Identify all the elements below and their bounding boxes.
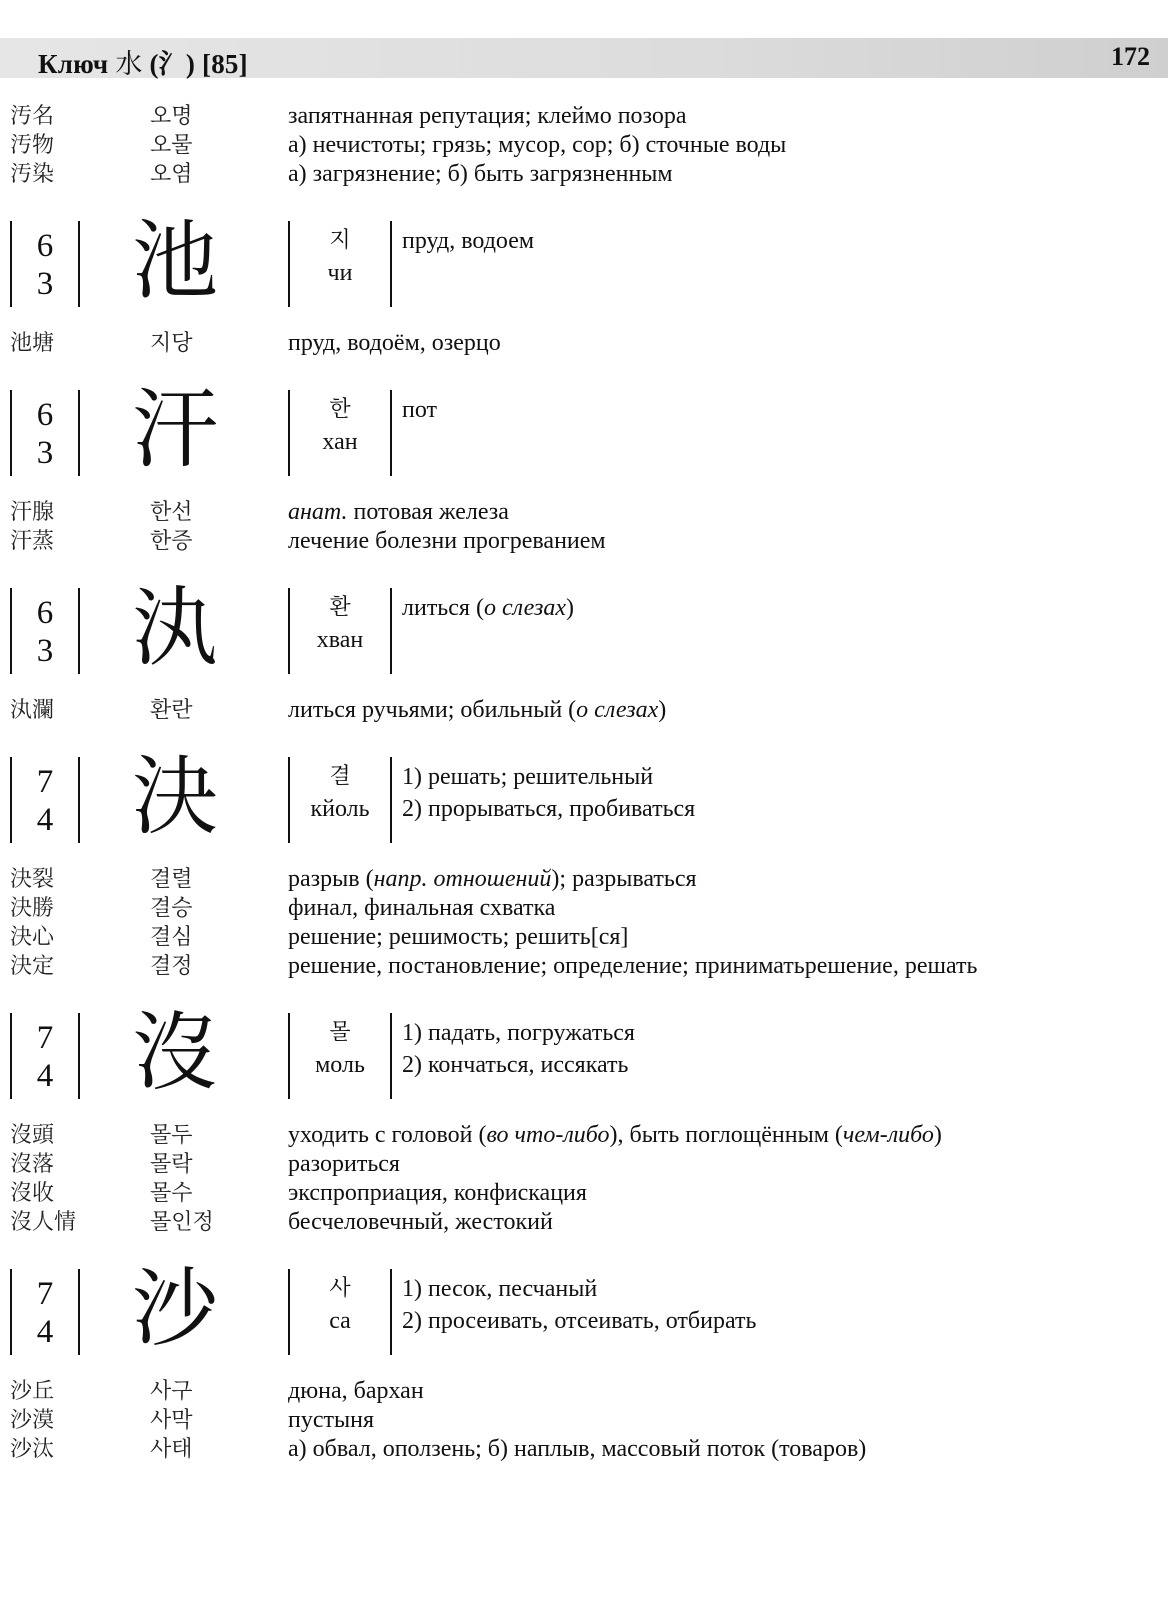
translation-text: потовая железа	[347, 499, 509, 525]
title-prefix: Ключ	[38, 49, 109, 79]
translation-text: финал, финальная схватка	[288, 895, 556, 921]
dictionary-content	[0, 102, 1168, 1464]
stroke-counts	[28, 1275, 62, 1351]
stroke-extra: 4	[36, 1314, 54, 1350]
meaning-text-end: )	[566, 595, 575, 621]
entry-divider	[78, 1269, 80, 1355]
example-translation	[288, 160, 673, 189]
translation-text: пустыня	[288, 1407, 374, 1433]
meaning-line-2: 2) прорываться, пробиваться	[402, 796, 696, 822]
translation-text: а) загрязнение; б) быть загрязненным	[288, 161, 673, 187]
translation-italic: во что-либо	[486, 1122, 610, 1148]
example-row	[0, 1150, 1168, 1179]
entry-divider	[78, 1013, 80, 1099]
stroke-total: 6	[36, 595, 54, 631]
example-translation	[288, 1435, 866, 1464]
example-row	[0, 865, 1168, 894]
character-entry	[0, 211, 1168, 321]
headword-character: 沒	[132, 1003, 218, 1103]
example-hangul: 결정	[150, 954, 193, 979]
entry-divider	[10, 1013, 12, 1099]
translation-text: экспроприация, конфискация	[288, 1180, 587, 1206]
example-translation	[288, 1377, 424, 1406]
example-translation	[288, 865, 697, 894]
reading-block	[292, 761, 388, 825]
translation-italic: напр. отношений	[373, 866, 552, 892]
example-row	[0, 696, 1168, 725]
example-row	[0, 527, 1168, 556]
example-hangul: 오물	[150, 133, 193, 158]
entry-divider	[78, 588, 80, 674]
reading-block	[292, 225, 388, 289]
example-row	[0, 1435, 1168, 1464]
example-row	[0, 1179, 1168, 1208]
example-hanja: 沙汰	[10, 1437, 55, 1462]
stroke-counts	[28, 396, 62, 472]
stroke-total: 7	[36, 1276, 54, 1312]
translation-italic-2: чем-либо	[842, 1122, 934, 1148]
meaning-line-1	[402, 1017, 635, 1049]
meaning-line-1	[402, 592, 574, 624]
cyrillic-reading: моль	[315, 1052, 365, 1078]
example-hanja: 決勝	[10, 896, 55, 921]
meaning-text: 1) падать, погружаться	[402, 1020, 635, 1046]
example-row	[0, 1121, 1168, 1150]
entry-divider	[288, 1269, 290, 1355]
radical-number: [85]	[202, 49, 248, 79]
example-hanja: 池塘	[10, 331, 55, 356]
example-hangul: 결승	[150, 896, 193, 921]
example-row	[0, 923, 1168, 952]
translation-text: а) обвал, оползень; б) наплыв, массовый поток (товаров)	[288, 1436, 867, 1462]
cyrillic-reading: кйоль	[310, 796, 370, 822]
entry-meaning	[402, 1017, 635, 1081]
hangul-reading: 한	[329, 397, 351, 422]
cyrillic-reading: са	[329, 1308, 351, 1334]
entry-meaning	[402, 592, 574, 624]
example-hanja: 沒收	[10, 1181, 55, 1206]
translation-italic: о слезах	[576, 697, 659, 723]
entry-divider	[390, 390, 392, 476]
hangul-reading: 지	[329, 228, 351, 253]
meaning-line-1	[402, 1273, 756, 1305]
example-translation	[288, 1406, 374, 1435]
entry-divider	[288, 221, 290, 307]
example-translation	[288, 696, 666, 725]
translation-text: пруд, водоём, озерцо	[288, 330, 501, 356]
translation-text: уходить с головой (	[288, 1122, 487, 1148]
example-row	[0, 329, 1168, 358]
translation-text: разрыв (	[288, 866, 374, 892]
example-hangul: 몰두	[150, 1123, 193, 1148]
example-hangul: 결심	[150, 925, 193, 950]
meaning-italic: о слезах	[483, 595, 567, 621]
example-hanja: 汗蒸	[10, 529, 55, 554]
meaning-line-2: 2) просеивать, отсеивать, отбирать	[402, 1308, 757, 1334]
meaning-text: литься (	[402, 595, 484, 621]
translation-text-end: ), быть поглощённым (	[609, 1122, 843, 1148]
radical-variant: (氵)	[149, 49, 196, 79]
cyrillic-reading: хван	[316, 627, 364, 653]
character-entry	[0, 1259, 1168, 1369]
example-translation	[288, 498, 509, 527]
hangul-reading: 사	[329, 1276, 351, 1301]
translation-text: дюна, бархан	[288, 1378, 424, 1404]
reading-block	[292, 394, 388, 458]
entry-divider	[390, 221, 392, 307]
example-hangul: 결렬	[150, 867, 193, 892]
entry-meaning	[402, 761, 695, 825]
meaning-line-2: 2) кончаться, иссякать	[402, 1052, 629, 1078]
example-hanja: 沒頭	[10, 1123, 55, 1148]
example-translation	[288, 1208, 553, 1237]
entry-divider	[78, 757, 80, 843]
stroke-extra: 4	[36, 1058, 54, 1094]
stroke-counts	[28, 594, 62, 670]
example-translation	[288, 527, 606, 556]
translation-text: лечение болезни прогреванием	[288, 528, 606, 554]
entry-divider	[10, 221, 12, 307]
example-hangul: 환란	[150, 698, 193, 723]
reading-block	[292, 1273, 388, 1337]
meaning-text: 1) решать; решительный	[402, 764, 654, 790]
entry-divider	[288, 390, 290, 476]
example-row	[0, 1406, 1168, 1435]
entry-divider	[288, 588, 290, 674]
entry-divider	[78, 221, 80, 307]
translation-italic: анат.	[288, 499, 348, 525]
translation-text: решение, постановление; определение; приниматьрешение, решать	[288, 953, 978, 979]
example-hangul: 사막	[150, 1408, 193, 1433]
entry-divider	[288, 757, 290, 843]
translation-text-end-2: )	[933, 1122, 942, 1148]
example-hangul: 오염	[150, 162, 193, 187]
headword-character: 汗	[132, 380, 218, 480]
entry-meaning	[402, 1273, 756, 1337]
example-hangul: 몰인정	[150, 1210, 214, 1235]
stroke-total: 7	[36, 764, 54, 800]
translation-text: запятнанная репутация; клеймо позора	[288, 103, 687, 129]
stroke-extra: 4	[36, 802, 54, 838]
stroke-counts	[28, 1019, 62, 1095]
example-translation	[288, 329, 501, 358]
example-hanja: 沙丘	[10, 1379, 55, 1404]
example-row	[0, 952, 1168, 981]
entry-meaning	[402, 225, 534, 257]
example-hanja: 沒落	[10, 1152, 55, 1177]
example-hanja: 汗腺	[10, 500, 55, 525]
example-hanja: 汍瀾	[10, 698, 55, 723]
cyrillic-reading: чи	[327, 260, 353, 286]
meaning-line-1	[402, 225, 534, 257]
example-translation	[288, 952, 977, 981]
headword-character: 決	[132, 747, 218, 847]
example-translation	[288, 1150, 400, 1179]
example-hangul: 한선	[150, 500, 193, 525]
example-row	[0, 1208, 1168, 1237]
reading-block	[292, 1017, 388, 1081]
stroke-total: 6	[36, 228, 54, 264]
radical-title	[38, 42, 248, 81]
entry-divider	[10, 588, 12, 674]
entry-divider	[390, 1013, 392, 1099]
example-row	[0, 498, 1168, 527]
radical-char: 水	[115, 49, 143, 79]
example-row	[0, 894, 1168, 923]
hangul-reading: 환	[329, 595, 351, 620]
reading-block	[292, 592, 388, 656]
example-row	[0, 131, 1168, 160]
example-translation	[288, 131, 786, 160]
example-translation	[288, 102, 687, 131]
translation-text: решение; решимость; решить[ся]	[288, 924, 629, 950]
entry-divider	[390, 757, 392, 843]
entry-divider	[78, 390, 80, 476]
example-hangul: 한증	[150, 529, 193, 554]
stroke-total: 6	[36, 397, 54, 433]
example-translation	[288, 1179, 587, 1208]
example-row	[0, 102, 1168, 131]
stroke-extra: 3	[36, 435, 54, 471]
page-number: 172	[1111, 42, 1150, 71]
meaning-line-1	[402, 394, 437, 426]
hangul-reading: 몰	[329, 1020, 351, 1045]
translation-text-end: )	[658, 697, 667, 723]
stroke-extra: 3	[36, 633, 54, 669]
cyrillic-reading: хан	[322, 429, 358, 455]
entry-divider	[10, 390, 12, 476]
example-translation	[288, 1121, 942, 1150]
entry-divider	[390, 588, 392, 674]
page-header	[0, 38, 1168, 78]
example-hanja: 決裂	[10, 867, 55, 892]
translation-text: бесчеловечный, жестокий	[288, 1209, 553, 1235]
translation-text: а) нечистоты; грязь; мусор, сор; б) сточные воды	[288, 132, 787, 158]
translation-text: разориться	[288, 1151, 400, 1177]
character-entry	[0, 578, 1168, 688]
entry-divider	[390, 1269, 392, 1355]
example-hanja: 汚名	[10, 104, 55, 129]
example-translation	[288, 923, 628, 952]
meaning-text: пруд, водоем	[402, 228, 535, 254]
example-row	[0, 160, 1168, 189]
entry-meaning	[402, 394, 437, 426]
headword-character: 沙	[132, 1259, 218, 1359]
character-entry	[0, 747, 1168, 857]
entry-divider	[288, 1013, 290, 1099]
headword-character: 池	[132, 211, 218, 311]
stroke-total: 7	[36, 1020, 54, 1056]
example-hanja: 沒人情	[10, 1210, 77, 1235]
meaning-text: 1) песок, песчаный	[402, 1276, 598, 1302]
example-hanja: 沙漠	[10, 1408, 55, 1433]
stroke-counts	[28, 227, 62, 303]
headword-character: 汍	[132, 578, 218, 678]
example-hangul: 몰수	[150, 1181, 193, 1206]
example-translation	[288, 894, 555, 923]
hangul-reading: 결	[329, 764, 351, 789]
entry-divider	[10, 1269, 12, 1355]
example-hanja: 汚染	[10, 162, 55, 187]
translation-text: литься ручьями; обильный (	[288, 697, 577, 723]
entry-divider	[10, 757, 12, 843]
meaning-text: пот	[402, 397, 438, 423]
example-hangul: 사구	[150, 1379, 193, 1404]
character-entry	[0, 380, 1168, 490]
example-hanja: 汚物	[10, 133, 55, 158]
example-hangul: 몰락	[150, 1152, 193, 1177]
example-hangul: 사태	[150, 1437, 193, 1462]
stroke-extra: 3	[36, 266, 54, 302]
stroke-counts	[28, 763, 62, 839]
meaning-line-1	[402, 761, 695, 793]
example-hanja: 決定	[10, 954, 55, 979]
example-hangul: 지당	[150, 331, 193, 356]
translation-text-end: ); разрываться	[551, 866, 697, 892]
example-hanja: 決心	[10, 925, 55, 950]
character-entry	[0, 1003, 1168, 1113]
example-hangul: 오명	[150, 104, 193, 129]
example-row	[0, 1377, 1168, 1406]
